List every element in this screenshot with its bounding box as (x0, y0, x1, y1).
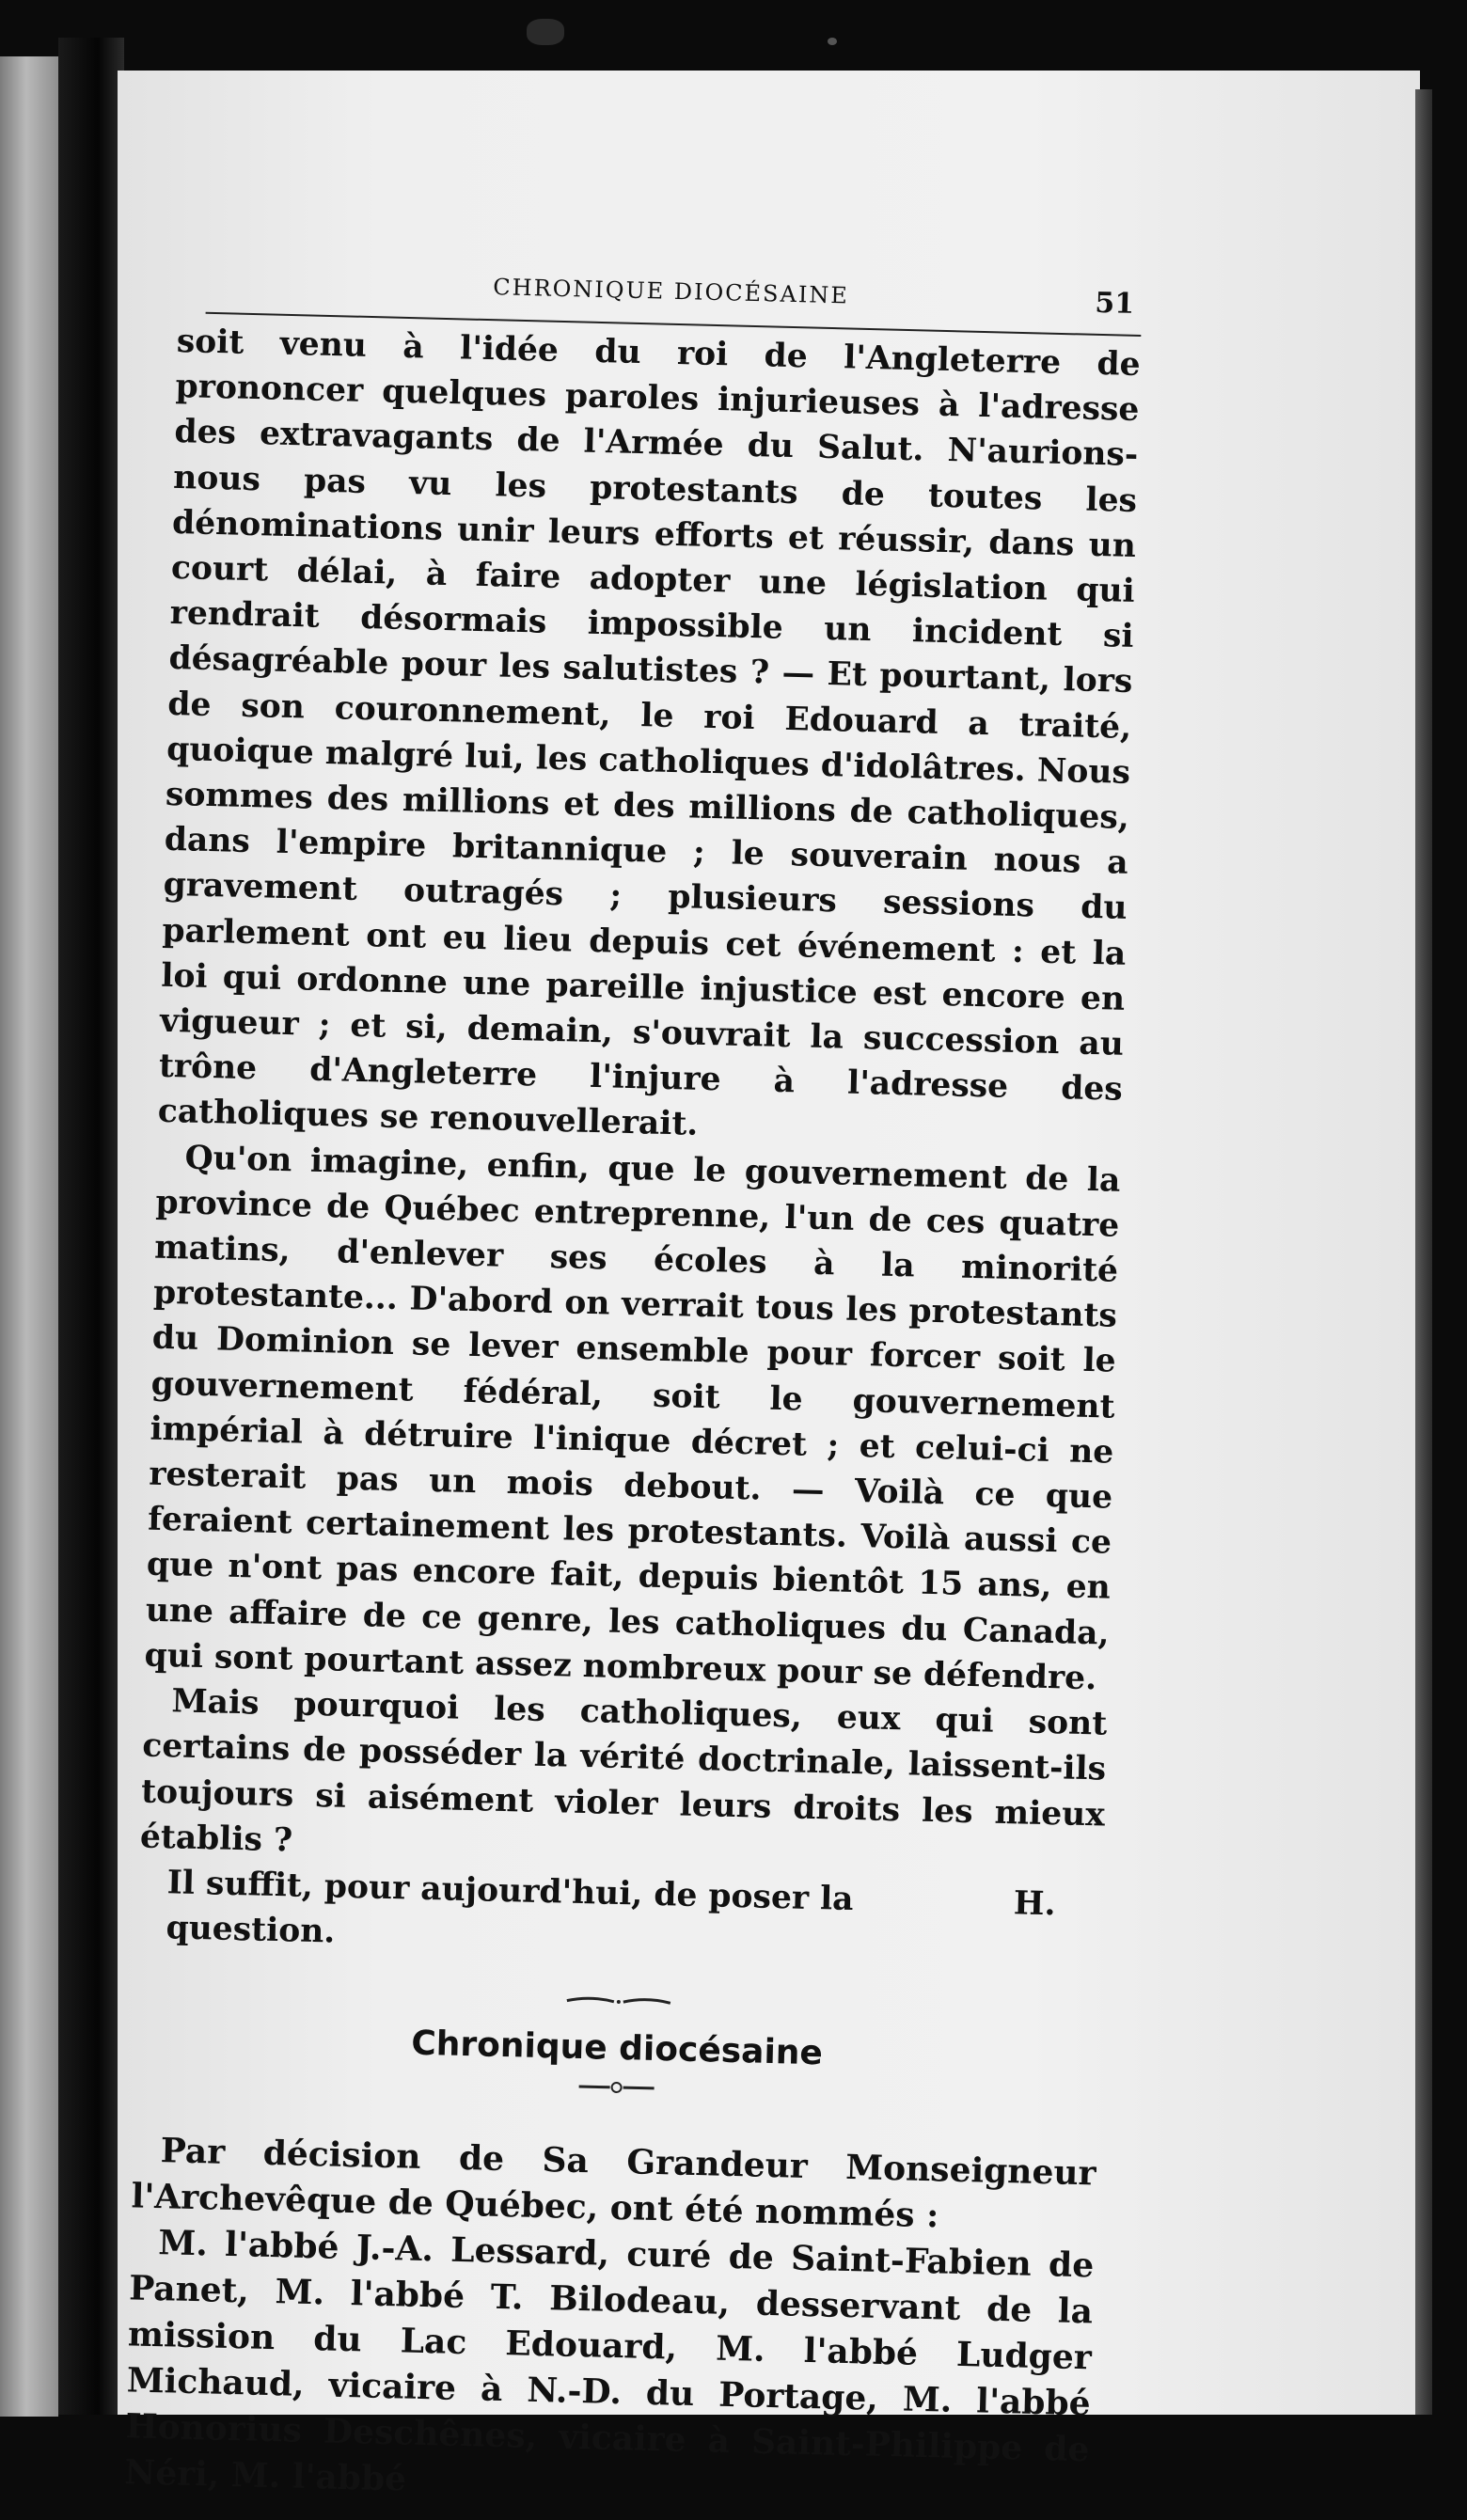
running-title: CHRONIQUE DIOCÉSAINE (493, 274, 850, 309)
paragraph: Mais pourquoi les catholiques, eux qui sont certains de posséder la vérité doctrinale, laissent-ils toujours si aisément violer leurs droits les mieux établis ? (139, 1682, 1108, 1860)
signature: H. (1013, 1884, 1057, 1924)
paragraph: Qu'on imagine, enfin, que le gouvernement de la province de Québec entreprenne, l'un de ces quatre matins, d'enlever ses écoles à la minorité protestante... D'abord on verrait tous les protestants du Dominion se lever ensemble pour forcer soit le gouvernement fédéral, soit le gouvernement impérial à détruire l'inique décret ; et celui-ci ne resterait pas un mois debout. — Voilà ce que feraient certainement les protestants. Voilà aussi ce que n'ont pas encore fait, depuis bientôt 15 ans, en une affaire de ce genre, les catholiques du Canada, qui sont pourtant assez nombreux pour se défendre. (144, 1139, 1121, 1698)
article-body (139, 319, 1141, 1882)
paragraph: M. l'abbé J.-A. Lessard, curé de Saint-Fabien de Panet, M. l'abbé T. Bilodeau, desservant de la mission du Lac Edouard, M. l'abbé Ludger Michaud, vicaire à N.-D. du Portage, M. l'abbé Honorius Deschênes, vicaire à Saint-Philippe de Néri, M. l'abbé (123, 2223, 1095, 2499)
ornament-divider (136, 1982, 1100, 2024)
paragraph: Par décision de Sa Grandeur Monseigneur l'Archevêque de Québec, ont été nommés : (131, 2131, 1097, 2236)
scan-artifact (828, 38, 837, 45)
scan-artifact (527, 19, 564, 45)
page-content (124, 259, 1143, 2520)
paragraph: soit venu à l'idée du roi de l'Angleterre de prononcer quelques paroles injurieuses à l'adresse des extravagants de l'Armée du Salut. N'aurions-nous pas vu les protestants de toutes les dénominations unir leurs efforts et réussir, dans un court délai, à faire adopter une législation qui rendrait désormais impossible un incident si désagréable pour les salutistes ? — Et pourtant, lors de son couronnement, le roi Edouard a traité, quoique malgré lui, les catholiques d'idolâtres. Nous sommes des millions et des millions de catholiques, dans l'empire britannique ; le souverain nous a gravement outragés ; plusieurs sessions du parlement ont eu lieu depuis cet événement : et la loi qui ordonne une pareille injustice est encore en vigueur ; et si, demain, s'ouvrait la succession au trône d'Angleterre l'injure à l'adresse des catholiques se renouvellerait. (157, 322, 1142, 1144)
adjacent-page-edge (0, 56, 58, 2417)
section-title: Chronique diocésaine (410, 2024, 824, 2073)
page-edge-shadow (1415, 89, 1432, 2415)
book-gutter (58, 38, 124, 2415)
page-number: 51 (1094, 286, 1135, 321)
closing-text: Il suffit, pour aujourd'hui, de poser la question. (166, 1864, 855, 1951)
section-body (124, 2128, 1096, 2520)
